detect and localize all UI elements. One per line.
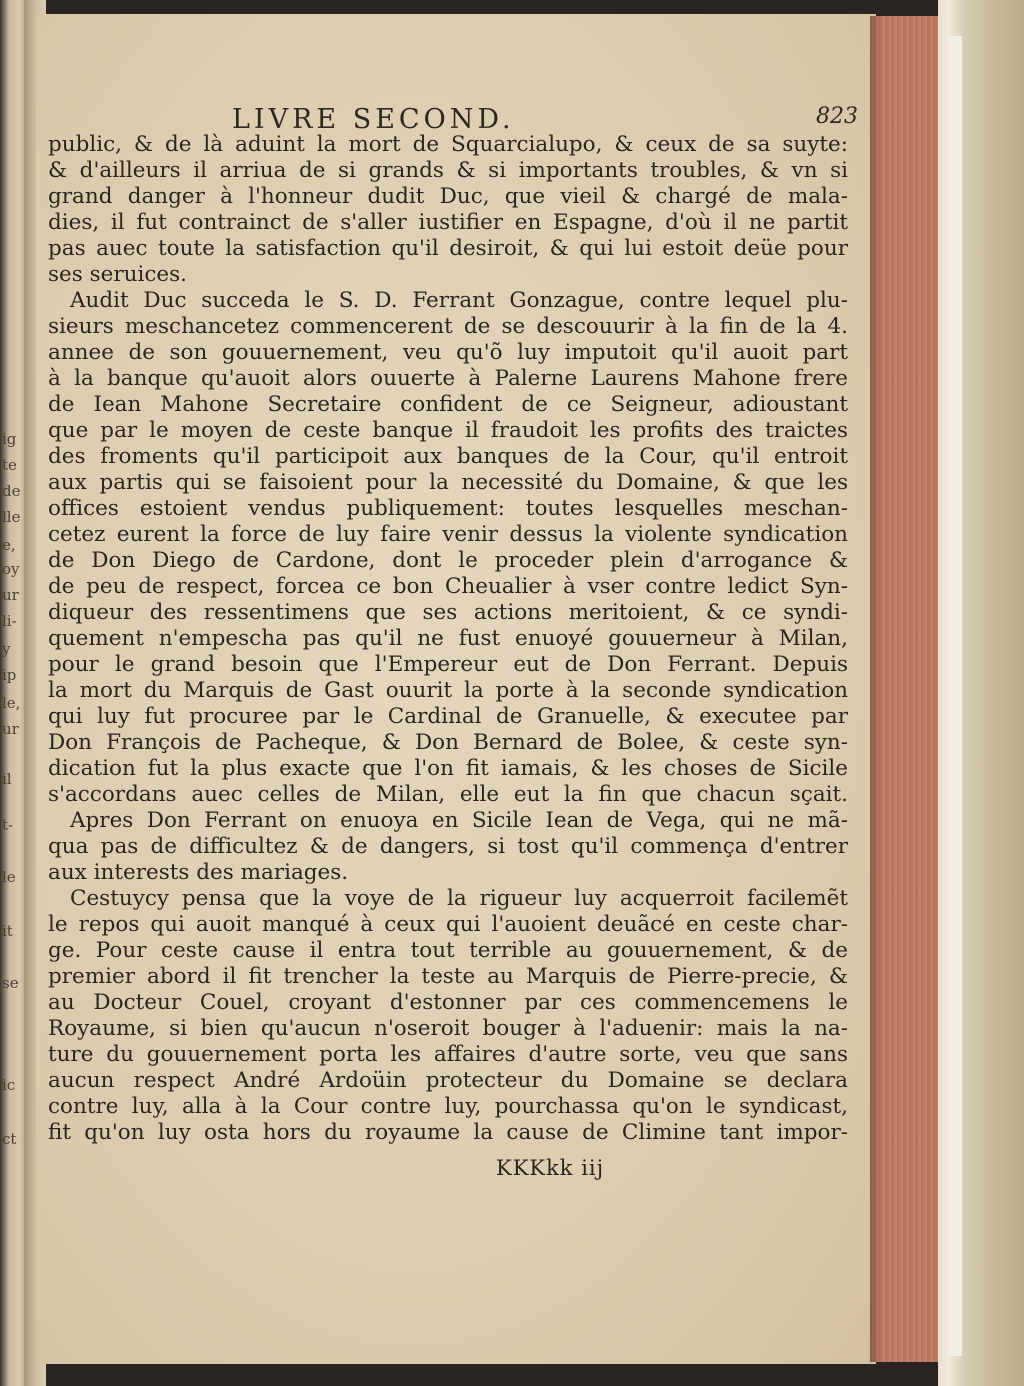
text-line: ge. Pour ceste cause il entra tout terrible au gouuernement, & de: [48, 938, 848, 963]
margin-fragment: de: [2, 482, 21, 500]
margin-fragment: t-: [2, 816, 14, 834]
text-line: Don François de Pacheque, & Don Bernard de Bolee, & ceste syn-: [48, 730, 848, 755]
text-line: offices estoient vendus publiquement: toutes lesquelles meschan-: [48, 496, 848, 521]
page-header: [36, 92, 876, 135]
text-line: Audit Duc succeda le S. D. Ferrant Gonzague, contre lequel plu-: [70, 288, 848, 313]
text-line: ses seruices.: [48, 262, 188, 287]
margin-fragment: il: [2, 770, 12, 788]
text-line: qui luy fut procuree par le Cardinal de Granuelle, & executee par: [48, 704, 848, 729]
text-line: grand danger à l'honneur dudit Duc, que vieil & chargé de mala-: [48, 184, 848, 209]
text-line: qua pas de difficultez & de dangers, si tost qu'il commença d'entrer: [48, 834, 848, 859]
text-line: s'accordans auec celles de Milan, elle eut la fin que chacun sçait.: [48, 782, 848, 807]
text-line: cetez eurent la force de luy faire venir dessus la violente syndication: [48, 522, 848, 547]
text-line: quement n'empescha pas qu'il ne fust enuoyé gouuerneur à Milan,: [48, 626, 848, 651]
fore-edge-shade: [870, 16, 882, 1362]
text-line: à la banque qu'auoit alors ouuerte à Palerne Laurens Mahone frere: [48, 366, 848, 391]
margin-fragment: e,: [2, 536, 16, 554]
body-text: [48, 132, 848, 1146]
text-line: sieurs meschancetez commencerent de se descouurir à la fin de la 4.: [48, 314, 848, 339]
text-line: le repos qui auoit manqué à ceux qui l'auoient deuãcé en ceste char-: [48, 912, 848, 937]
text-line: aux partis qui se faisoient pour la necessité du Domaine, & que les: [48, 470, 848, 495]
text-line: premier abord il fit trencher la teste au Marquis de Pierre-precie, &: [48, 964, 848, 989]
folio-number: 823: [816, 104, 858, 129]
left-margin-fragments: [0, 0, 21, 1386]
margin-fragment: ct: [2, 1130, 17, 1148]
text-line: Apres Don Ferrant on enuoya en Sicile Iean de Vega, qui ne mã-: [70, 808, 848, 833]
text-line: que par le moyen de ceste banque il fraudoit les profits des traictes: [48, 418, 848, 443]
text-line: public, & de là aduint la mort de Squarcialupo, & ceux de sa suyte:: [48, 132, 848, 157]
text-line: de peu de respect, forcea ce bon Cheualier à vser contre ledict Syn-: [48, 574, 848, 599]
text-line: Royaume, si bien qu'aucun n'oseroit bouger à l'aduenir: mais la na-: [48, 1016, 848, 1041]
margin-fragment: le: [2, 868, 16, 886]
text-line: contre luy, alla à la Cour contre luy, pourchassa qu'on le syndicast,: [48, 1094, 848, 1119]
text-line: fit qu'on luy osta hors du royaume la cause de Climine tant impor-: [48, 1120, 848, 1145]
text-line: des froments qu'il participoit aux banques de la Cour, qu'il entroit: [48, 444, 848, 469]
text-line: de Don Diego de Cardone, dont le proceder plein d'arrogance &: [48, 548, 848, 573]
margin-fragment: y: [2, 640, 11, 658]
text-line: la mort du Marquis de Gast ouurit la porte à la seconde syndication: [48, 678, 848, 703]
text-line: dies, il fut contrainct de s'aller iustifier en Espagne, d'où il ne partit: [48, 210, 848, 235]
margin-fragment: lle: [2, 508, 21, 526]
margin-fragment: ip: [2, 666, 17, 684]
text-line: ture du gouuernement porta les affaires d'autre sorte, veu que sans: [48, 1042, 848, 1067]
text-line: aucun respect André Ardoüin protecteur du Domaine se declara: [48, 1068, 848, 1093]
margin-fragment: te: [2, 456, 17, 474]
signature-mark: KKKkk iij: [496, 1156, 605, 1180]
margin-fragment: it: [2, 922, 13, 940]
text-line: de Iean Mahone Secretaire confident de ce Seigneur, adioustant: [48, 392, 848, 417]
text-line: diqueur des ressentimens que ses actions meritoient, & ce syndi-: [48, 600, 848, 625]
margin-fragment: ur: [2, 586, 19, 604]
text-line: & d'ailleurs il arriua de si grands & si importants troubles, & vn si: [48, 158, 848, 183]
text-line: Cestuycy pensa que la voye de la rigueur luy acquerroit facilemẽt: [70, 886, 848, 911]
margin-fragment: se: [2, 974, 19, 992]
margin-fragment: le,: [2, 694, 21, 712]
text-line: dication fut la plus exacte que l'on fit iamais, & les choses de Sicile: [48, 756, 848, 781]
right-page: [36, 14, 876, 1364]
text-line: aux interests des mariages.: [48, 860, 349, 885]
text-line: au Docteur Couel, croyant d'estonner par ces commencemens le: [48, 990, 848, 1015]
text-line: pas auec toute la satisfaction qu'il desiroit, & qui lui estoit deüe pour: [48, 236, 848, 261]
margin-fragment: ic: [2, 1076, 16, 1094]
text-line: pour le grand besoin que l'Empereur eut de Don Ferrant. Depuis: [48, 652, 848, 677]
endpaper-strip: [948, 36, 962, 1356]
margin-fragment: oy: [2, 560, 20, 578]
running-head: LIVRE SECOND.: [232, 104, 515, 135]
margin-fragment: li-: [2, 612, 17, 630]
text-line: annee de son gouuernement, veu qu'õ luy imputoit qu'il auoit part: [48, 340, 848, 365]
margin-fragment: ur: [2, 720, 19, 738]
margin-fragment: ig: [2, 430, 17, 448]
